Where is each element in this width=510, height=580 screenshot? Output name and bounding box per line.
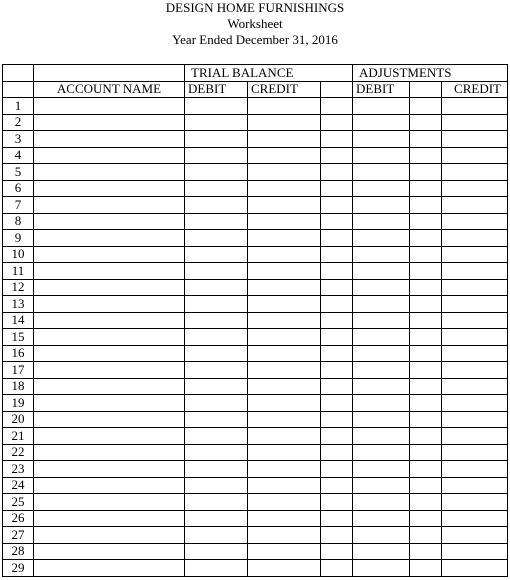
spacer-cell xyxy=(321,279,353,296)
trial-balance-credit-cell[interactable] xyxy=(248,494,321,511)
table-row xyxy=(3,527,508,544)
adjustments-debit-header: DEBIT xyxy=(353,81,410,98)
trial-balance-credit-cell[interactable] xyxy=(248,164,321,181)
adjustments-debit-cell[interactable] xyxy=(353,428,410,445)
trial-balance-debit-cell[interactable] xyxy=(185,296,248,313)
spacer-cell xyxy=(321,131,353,148)
account-name-cell[interactable] xyxy=(34,345,185,362)
spacer-cell xyxy=(321,378,353,395)
row-number: 13 xyxy=(3,296,34,313)
adjustments-debit-cell[interactable] xyxy=(353,527,410,544)
trial-balance-credit-cell[interactable] xyxy=(248,98,321,115)
spacer-cell xyxy=(321,411,353,428)
account-name-cell[interactable] xyxy=(34,279,185,296)
adjustments-debit-cell[interactable] xyxy=(353,147,410,164)
adjustments-debit-cell[interactable] xyxy=(353,180,410,197)
trial-balance-debit-cell[interactable] xyxy=(185,180,248,197)
trial-balance-credit-cell[interactable] xyxy=(248,329,321,346)
adjustments-credit-cell[interactable] xyxy=(442,543,508,560)
row-number: 6 xyxy=(3,180,34,197)
spacer-cell xyxy=(410,230,442,247)
row-number: 12 xyxy=(3,279,34,296)
trial-balance-credit-cell[interactable] xyxy=(248,131,321,148)
adjustments-debit-cell[interactable] xyxy=(353,329,410,346)
spacer-cell xyxy=(410,411,442,428)
adjustments-credit-cell[interactable] xyxy=(442,477,508,494)
document-title: Worksheet xyxy=(227,16,283,31)
adjustments-debit-cell[interactable] xyxy=(353,131,410,148)
spacer-cell xyxy=(321,329,353,346)
account-name-cell[interactable] xyxy=(34,263,185,280)
trial-balance-credit-cell[interactable] xyxy=(248,560,321,577)
trial-balance-debit-cell[interactable] xyxy=(185,98,248,115)
account-name-cell[interactable] xyxy=(34,329,185,346)
table-row xyxy=(3,510,508,527)
row-number: 1 xyxy=(3,98,34,115)
spacer-cell xyxy=(410,263,442,280)
spacer-cell xyxy=(321,494,353,511)
adjustments-credit-cell[interactable] xyxy=(442,362,508,379)
trial-balance-debit-cell[interactable] xyxy=(185,197,248,214)
adjustments-debit-cell[interactable] xyxy=(353,230,410,247)
account-name-cell[interactable] xyxy=(34,114,185,131)
account-name-cell[interactable] xyxy=(34,461,185,478)
account-name-cell[interactable] xyxy=(34,543,185,560)
table-row xyxy=(3,560,508,577)
trial-balance-debit-cell[interactable] xyxy=(185,444,248,461)
trial-balance-debit-cell[interactable] xyxy=(185,246,248,263)
spacer-cell xyxy=(410,510,442,527)
account-name-cell[interactable] xyxy=(34,296,185,313)
row-number: 28 xyxy=(3,543,34,560)
spacer-cell xyxy=(321,428,353,445)
account-name-cell[interactable] xyxy=(34,444,185,461)
account-name-cell[interactable] xyxy=(34,246,185,263)
spacer-cell xyxy=(321,213,353,230)
adjustments-credit-cell[interactable] xyxy=(442,263,508,280)
spacer-cell xyxy=(321,246,353,263)
worksheet-heading xyxy=(0,0,510,48)
table-row xyxy=(3,114,508,131)
row-number: 29 xyxy=(3,560,34,577)
account-name-cell[interactable] xyxy=(34,362,185,379)
spacer-cell xyxy=(321,510,353,527)
table-row xyxy=(3,98,508,115)
adjustments-credit-cell[interactable] xyxy=(442,428,508,445)
spacer-cell xyxy=(321,527,353,544)
adjustments-credit-cell[interactable] xyxy=(442,329,508,346)
adjustments-debit-cell[interactable] xyxy=(353,246,410,263)
row-number: 15 xyxy=(3,329,34,346)
trial-balance-credit-cell[interactable] xyxy=(248,411,321,428)
row-number-header-cell xyxy=(3,81,34,98)
spacer-cell xyxy=(410,461,442,478)
spacer-cell xyxy=(410,527,442,544)
row-number: 8 xyxy=(3,213,34,230)
spacer-cell xyxy=(410,131,442,148)
company-name: DESIGN HOME FURNISHINGS xyxy=(165,0,345,15)
spacer-cell xyxy=(410,98,442,115)
account-name-cell[interactable] xyxy=(34,378,185,395)
account-name-cell[interactable] xyxy=(34,510,185,527)
trial-balance-credit-cell[interactable] xyxy=(248,147,321,164)
trial-balance-debit-cell[interactable] xyxy=(185,560,248,577)
trial-balance-credit-cell[interactable] xyxy=(248,312,321,329)
adjustments-credit-cell[interactable] xyxy=(442,510,508,527)
adjustments-debit-cell[interactable] xyxy=(353,543,410,560)
account-name-cell[interactable] xyxy=(34,312,185,329)
spacer-cell xyxy=(321,230,353,247)
adjustments-credit-header: CREDIT xyxy=(442,81,508,98)
trial-balance-debit-cell[interactable] xyxy=(185,131,248,148)
adjustments-credit-cell[interactable] xyxy=(442,378,508,395)
trial-balance-debit-header: DEBIT xyxy=(185,81,248,98)
row-number: 5 xyxy=(3,164,34,181)
table-row xyxy=(3,477,508,494)
trial-balance-credit-cell[interactable] xyxy=(248,510,321,527)
row-number: 24 xyxy=(3,477,34,494)
row-number: 14 xyxy=(3,312,34,329)
period-line: Year Ended December 31, 2016 xyxy=(172,32,338,47)
adjustments-debit-cell[interactable] xyxy=(353,312,410,329)
account-name-cell[interactable] xyxy=(34,98,185,115)
trial-balance-debit-cell[interactable] xyxy=(185,477,248,494)
row-number: 4 xyxy=(3,147,34,164)
trial-balance-credit-cell[interactable] xyxy=(248,246,321,263)
trial-balance-credit-cell[interactable] xyxy=(248,180,321,197)
row-number: 19 xyxy=(3,395,34,412)
trial-balance-credit-cell[interactable] xyxy=(248,444,321,461)
row-number: 2 xyxy=(3,114,34,131)
table-row xyxy=(3,461,508,478)
table-row xyxy=(3,246,508,263)
spacer-cell xyxy=(410,477,442,494)
adjustments-credit-cell[interactable] xyxy=(442,147,508,164)
spacer-cell xyxy=(321,263,353,280)
account-name-cell[interactable] xyxy=(34,560,185,577)
spacer-cell xyxy=(321,147,353,164)
adjustments-debit-cell[interactable] xyxy=(353,197,410,214)
adjustments-debit-cell[interactable] xyxy=(353,98,410,115)
adjustments-debit-cell[interactable] xyxy=(353,477,410,494)
table-row xyxy=(3,131,508,148)
adjustments-credit-cell[interactable] xyxy=(442,312,508,329)
table-row xyxy=(3,180,508,197)
spacer-cell xyxy=(410,444,442,461)
spacer-cell xyxy=(321,543,353,560)
trial-balance-debit-cell[interactable] xyxy=(185,461,248,478)
spacer-cell xyxy=(410,329,442,346)
trial-balance-debit-cell[interactable] xyxy=(185,362,248,379)
spacer-cell xyxy=(410,213,442,230)
adjustments-credit-cell[interactable] xyxy=(442,461,508,478)
trial-balance-debit-cell[interactable] xyxy=(185,114,248,131)
adjustments-debit-cell[interactable] xyxy=(353,560,410,577)
adjustments-credit-cell[interactable] xyxy=(442,230,508,247)
account-name-cell[interactable] xyxy=(34,411,185,428)
row-number: 21 xyxy=(3,428,34,445)
adjustments-credit-cell[interactable] xyxy=(442,411,508,428)
adjustments-debit-cell[interactable] xyxy=(353,345,410,362)
trial-balance-debit-cell[interactable] xyxy=(185,411,248,428)
account-name-cell[interactable] xyxy=(34,147,185,164)
group-header-row xyxy=(3,65,508,82)
account-name-cell[interactable] xyxy=(34,213,185,230)
table-row xyxy=(3,213,508,230)
account-name-cell[interactable] xyxy=(34,230,185,247)
row-number: 23 xyxy=(3,461,34,478)
spacer-cell xyxy=(410,246,442,263)
table-row xyxy=(3,329,508,346)
spacer-cell xyxy=(321,345,353,362)
table-row xyxy=(3,263,508,280)
trial-balance-credit-cell[interactable] xyxy=(248,378,321,395)
row-number: 7 xyxy=(3,197,34,214)
spacer-cell xyxy=(410,543,442,560)
row-number: 10 xyxy=(3,246,34,263)
adjustments-debit-cell[interactable] xyxy=(353,362,410,379)
row-number: 26 xyxy=(3,510,34,527)
spacer-cell xyxy=(410,164,442,181)
table-row xyxy=(3,362,508,379)
adjustments-credit-cell[interactable] xyxy=(442,296,508,313)
row-number: 3 xyxy=(3,131,34,148)
trial-balance-credit-cell[interactable] xyxy=(248,543,321,560)
table-row xyxy=(3,296,508,313)
table-row xyxy=(3,345,508,362)
trial-balance-credit-cell[interactable] xyxy=(248,213,321,230)
row-number: 20 xyxy=(3,411,34,428)
adjustments-credit-cell[interactable] xyxy=(442,164,508,181)
adjustments-debit-cell[interactable] xyxy=(353,263,410,280)
trial-balance-credit-cell[interactable] xyxy=(248,461,321,478)
table-row xyxy=(3,147,508,164)
spacer-cell xyxy=(321,560,353,577)
adjustments-debit-cell[interactable] xyxy=(353,395,410,412)
table-row xyxy=(3,444,508,461)
trial-balance-debit-cell[interactable] xyxy=(185,395,248,412)
trial-balance-credit-cell[interactable] xyxy=(248,263,321,280)
trial-balance-debit-cell[interactable] xyxy=(185,213,248,230)
trial-balance-credit-cell[interactable] xyxy=(248,428,321,445)
spacer-cell xyxy=(321,180,353,197)
adjustments-credit-cell[interactable] xyxy=(442,114,508,131)
table-row xyxy=(3,494,508,511)
trial-balance-credit-cell[interactable] xyxy=(248,114,321,131)
row-number-header-cell xyxy=(3,65,34,82)
spacer-header-cell xyxy=(321,81,353,98)
trial-balance-debit-cell[interactable] xyxy=(185,378,248,395)
spacer-cell xyxy=(321,98,353,115)
spacer-cell xyxy=(321,461,353,478)
trial-balance-credit-cell[interactable] xyxy=(248,477,321,494)
trial-balance-debit-cell[interactable] xyxy=(185,164,248,181)
adjustments-credit-cell[interactable] xyxy=(442,527,508,544)
row-number: 18 xyxy=(3,378,34,395)
spacer-cell xyxy=(410,494,442,511)
account-name-cell[interactable] xyxy=(34,395,185,412)
trial-balance-debit-cell[interactable] xyxy=(185,494,248,511)
adjustments-credit-cell[interactable] xyxy=(442,279,508,296)
table-row xyxy=(3,395,508,412)
spacer-cell xyxy=(321,395,353,412)
adjustments-credit-cell[interactable] xyxy=(442,246,508,263)
trial-balance-debit-cell[interactable] xyxy=(185,230,248,247)
row-number: 17 xyxy=(3,362,34,379)
spacer-cell xyxy=(321,312,353,329)
table-row xyxy=(3,378,508,395)
trial-balance-debit-cell[interactable] xyxy=(185,543,248,560)
adjustments-debit-cell[interactable] xyxy=(353,164,410,181)
adjustments-credit-cell[interactable] xyxy=(442,197,508,214)
trial-balance-credit-header: CREDIT xyxy=(248,81,321,98)
table-row xyxy=(3,543,508,560)
table-row xyxy=(3,312,508,329)
account-name-cell[interactable] xyxy=(34,197,185,214)
trial-balance-debit-cell[interactable] xyxy=(185,312,248,329)
account-name-cell[interactable] xyxy=(34,527,185,544)
adjustments-credit-cell[interactable] xyxy=(442,395,508,412)
adjustments-credit-cell[interactable] xyxy=(442,98,508,115)
adjustments-debit-cell[interactable] xyxy=(353,510,410,527)
adjustments-credit-cell[interactable] xyxy=(442,131,508,148)
adjustments-credit-cell[interactable] xyxy=(442,345,508,362)
row-number: 27 xyxy=(3,527,34,544)
table-row xyxy=(3,411,508,428)
adjustments-debit-cell[interactable] xyxy=(353,114,410,131)
table-row xyxy=(3,428,508,445)
trial-balance-credit-cell[interactable] xyxy=(248,395,321,412)
trial-balance-debit-cell[interactable] xyxy=(185,329,248,346)
adjustments-group-header: ADJUSTMENTS xyxy=(353,65,508,82)
account-name-header: ACCOUNT NAME xyxy=(34,81,185,98)
account-name-cell[interactable] xyxy=(34,164,185,181)
adjustments-credit-cell[interactable] xyxy=(442,444,508,461)
trial-balance-group-header: TRIAL BALANCE xyxy=(185,65,321,82)
table-row xyxy=(3,230,508,247)
spacer-cell xyxy=(410,180,442,197)
trial-balance-credit-cell[interactable] xyxy=(248,230,321,247)
trial-balance-debit-cell[interactable] xyxy=(185,279,248,296)
spacer-cell xyxy=(410,312,442,329)
adjustments-debit-cell[interactable] xyxy=(353,378,410,395)
trial-balance-credit-cell[interactable] xyxy=(248,197,321,214)
spacer-cell xyxy=(321,197,353,214)
account-name-cell[interactable] xyxy=(34,477,185,494)
trial-balance-credit-cell[interactable] xyxy=(248,345,321,362)
account-name-cell[interactable] xyxy=(34,131,185,148)
table-row xyxy=(3,164,508,181)
spacer-header-cell xyxy=(410,81,442,98)
spacer-cell xyxy=(321,114,353,131)
adjustments-credit-cell[interactable] xyxy=(442,494,508,511)
trial-balance-debit-cell[interactable] xyxy=(185,428,248,445)
table-row xyxy=(3,197,508,214)
spacer-cell xyxy=(410,114,442,131)
adjustments-credit-cell[interactable] xyxy=(442,560,508,577)
adjustments-credit-cell[interactable] xyxy=(442,180,508,197)
account-name-cell[interactable] xyxy=(34,180,185,197)
spacer-cell xyxy=(321,296,353,313)
spacer-cell xyxy=(410,147,442,164)
spacer-cell xyxy=(321,477,353,494)
row-number: 25 xyxy=(3,494,34,511)
column-header-row xyxy=(3,81,508,98)
row-number: 16 xyxy=(3,345,34,362)
adjustments-debit-cell[interactable] xyxy=(353,213,410,230)
trial-balance-credit-cell[interactable] xyxy=(248,362,321,379)
spacer-cell xyxy=(410,279,442,296)
spacer-cell xyxy=(410,362,442,379)
trial-balance-debit-cell[interactable] xyxy=(185,345,248,362)
spacer-cell xyxy=(321,362,353,379)
row-number: 9 xyxy=(3,230,34,247)
spacer-cell xyxy=(410,395,442,412)
trial-balance-debit-cell[interactable] xyxy=(185,510,248,527)
spacer-cell xyxy=(410,378,442,395)
adjustments-credit-cell[interactable] xyxy=(442,213,508,230)
row-number: 11 xyxy=(3,263,34,280)
account-name-cell[interactable] xyxy=(34,428,185,445)
spacer-cell xyxy=(410,345,442,362)
account-name-cell[interactable] xyxy=(34,494,185,511)
trial-balance-debit-cell[interactable] xyxy=(185,527,248,544)
trial-balance-group-spacer xyxy=(321,65,353,82)
account-name-group-cell xyxy=(34,65,185,82)
spacer-cell xyxy=(410,296,442,313)
spacer-cell xyxy=(410,560,442,577)
adjustments-debit-cell[interactable] xyxy=(353,494,410,511)
adjustments-debit-cell[interactable] xyxy=(353,411,410,428)
trial-balance-debit-cell[interactable] xyxy=(185,147,248,164)
worksheet-table xyxy=(2,64,508,577)
row-number: 22 xyxy=(3,444,34,461)
spacer-cell xyxy=(321,444,353,461)
trial-balance-debit-cell[interactable] xyxy=(185,263,248,280)
spacer-cell xyxy=(410,197,442,214)
spacer-cell xyxy=(410,428,442,445)
adjustments-debit-cell[interactable] xyxy=(353,279,410,296)
trial-balance-credit-cell[interactable] xyxy=(248,296,321,313)
adjustments-debit-cell[interactable] xyxy=(353,444,410,461)
adjustments-debit-cell[interactable] xyxy=(353,461,410,478)
trial-balance-credit-cell[interactable] xyxy=(248,279,321,296)
spacer-cell xyxy=(321,164,353,181)
trial-balance-credit-cell[interactable] xyxy=(248,527,321,544)
adjustments-debit-cell[interactable] xyxy=(353,296,410,313)
table-row xyxy=(3,279,508,296)
